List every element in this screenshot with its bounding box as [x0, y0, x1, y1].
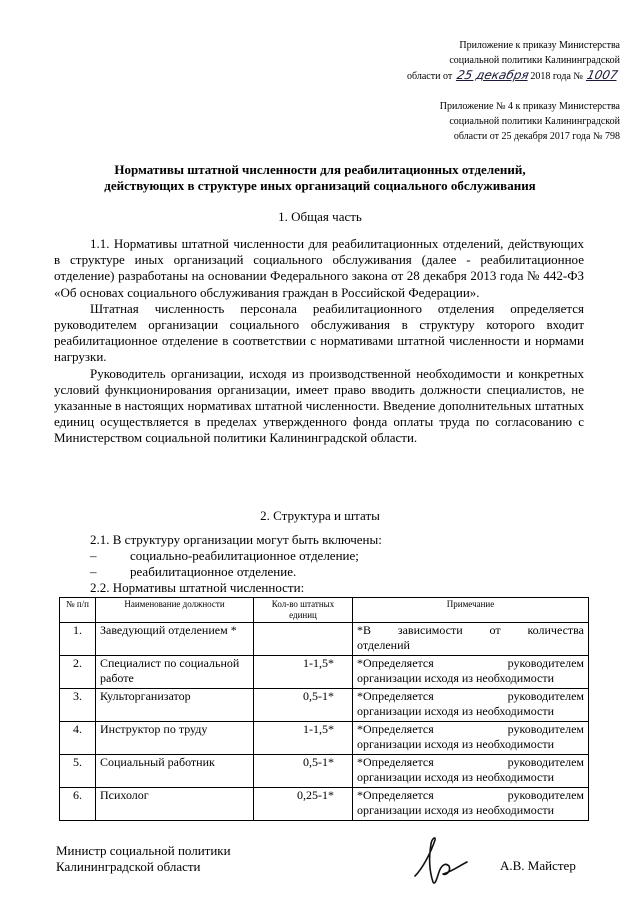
table-row — [60, 623, 589, 656]
signatory-title — [56, 843, 231, 875]
paragraph-2-2: 2.2. Нормативы штатной численности: — [90, 580, 305, 595]
col-header-note: Примечание — [353, 598, 589, 623]
table-row — [60, 755, 589, 788]
note-line-2: организации исходя из необходимости — [357, 803, 555, 817]
handwritten-date: 25 декабря — [455, 68, 530, 82]
note-line-2: отделений — [357, 638, 410, 652]
signatory-line-2: Калининградской области — [56, 859, 201, 874]
table-row — [60, 656, 589, 689]
cell-num: 4. — [60, 722, 96, 755]
note-line-1: *В зависимости от количества — [357, 623, 584, 637]
note-line-2: организации исходя из необходимости — [357, 671, 555, 685]
col-header-count: Кол-во штатных единиц — [254, 598, 353, 623]
section-1-body — [54, 236, 584, 447]
section-2-heading: 2. Структура и штаты — [260, 508, 380, 523]
annex-line-3: области от 25 декабря 2017 года № 798 — [453, 131, 620, 142]
section-2-body — [90, 532, 590, 596]
note-line-1: *Определяется руководителем — [357, 755, 584, 769]
cell-position: Специалист по социальной работе — [96, 656, 254, 689]
annex-line-2: социальной политики Калининградской — [449, 116, 620, 127]
document-title — [60, 162, 580, 194]
cell-position: Культорганизатор — [96, 689, 254, 722]
cell-position: Инструктор по труду — [96, 722, 254, 755]
cell-count — [254, 623, 353, 656]
cell-note — [353, 755, 589, 788]
cell-num: 6. — [60, 788, 96, 821]
cell-count: 0,5-1* — [254, 755, 353, 788]
cell-note — [353, 656, 589, 689]
title-line-2: действующих в структуре иных организаций социального обслуживания — [104, 178, 536, 193]
note-line-2: организации исходя из необходимости — [357, 704, 555, 718]
note-line-1: *Определяется руководителем — [357, 656, 584, 670]
cell-note — [353, 788, 589, 821]
list-dash: – — [90, 548, 97, 563]
header-line-3 — [380, 68, 620, 84]
header-line-1: Приложение к приказу Министерства — [459, 40, 620, 51]
signatory-line-1: Министр социальной политики — [56, 843, 231, 858]
section-1-heading: 1. Общая часть — [278, 209, 362, 224]
signatory-name: А.В. Майстер — [500, 858, 576, 873]
annex-4-header — [380, 99, 620, 144]
cell-position: Психолог — [96, 788, 254, 821]
table-row — [60, 689, 589, 722]
cell-position: Заведующий отделением * — [96, 623, 254, 656]
list-item-text: социально-реабилитационное отделение; — [130, 548, 359, 563]
annex-line-1: Приложение № 4 к приказу Министерства — [439, 101, 620, 112]
handwritten-number: 1007 — [586, 68, 620, 82]
list-item — [90, 564, 590, 580]
cell-num: 3. — [60, 689, 96, 722]
cell-count: 1-1,5* — [254, 656, 353, 689]
header-line-2: социальной политики Калининградской — [449, 55, 620, 66]
cell-note — [353, 689, 589, 722]
list-item-text: реабилитационное отделение. — [130, 564, 297, 579]
col-header-name: Наименование должности — [96, 598, 254, 623]
cell-num: 2. — [60, 656, 96, 689]
table-row — [60, 788, 589, 821]
list-dash: – — [90, 564, 97, 579]
cell-count: 0,5-1* — [254, 689, 353, 722]
staffing-norms-table — [59, 597, 589, 821]
cell-num: 1. — [60, 623, 96, 656]
note-line-2: организации исходя из необходимости — [357, 737, 555, 751]
cell-note — [353, 722, 589, 755]
header-date-prefix: области от — [407, 71, 453, 82]
title-line-1: Нормативы штатной численности для реабилитационных отделений, — [114, 162, 526, 177]
paragraph-1-1: 1.1. Нормативы штатной численности для реабилитационных отделений, действующих в структуре иных организаций социального обслуживания (далее - реабилитационное отделение) разработаны на основании Федерального закона от 28 декабря 2013 года № 442-ФЗ «Об основах социального обслуживания граждан в Российской Федерации». — [54, 236, 584, 300]
order-annex-header — [380, 38, 620, 84]
col-header-num: № п/п — [60, 598, 96, 623]
note-line-2: организации исходя из необходимости — [357, 770, 555, 784]
cell-count: 0,25-1* — [254, 788, 353, 821]
cell-count: 1-1,5* — [254, 722, 353, 755]
header-year: 2018 года № — [530, 71, 583, 82]
paragraph-staffing: Штатная численность персонала реабилитационного отделения определяется руководителем организации социального обслуживания в структуру которого входит реабилитационное отделение в соответствии с нормативами штатной численности и нормами нагрузки. — [54, 300, 584, 365]
list-item — [90, 548, 590, 564]
note-line-1: *Определяется руководителем — [357, 689, 584, 703]
note-line-1: *Определяется руководителем — [357, 788, 584, 802]
cell-num: 5. — [60, 755, 96, 788]
handwritten-signature-icon — [405, 832, 475, 890]
cell-note — [353, 623, 589, 656]
paragraph-director-rights: Руководитель организации, исходя из производственной необходимости и конкретных условий функционирования организации, имеет право вводить должности специалистов, не указанные в настоящих нормативах штатной численности. Введение дополнительных штатных единиц осуществляется в пределах утвержденного фонда оплаты труда по согласованию с Министерством социальной политики Калининградской области. — [54, 365, 584, 446]
table-row — [60, 722, 589, 755]
note-line-1: *Определяется руководителем — [357, 722, 584, 736]
cell-position: Социальный работник — [96, 755, 254, 788]
paragraph-2-1: 2.1. В структуру организации могут быть включены: — [90, 532, 382, 547]
